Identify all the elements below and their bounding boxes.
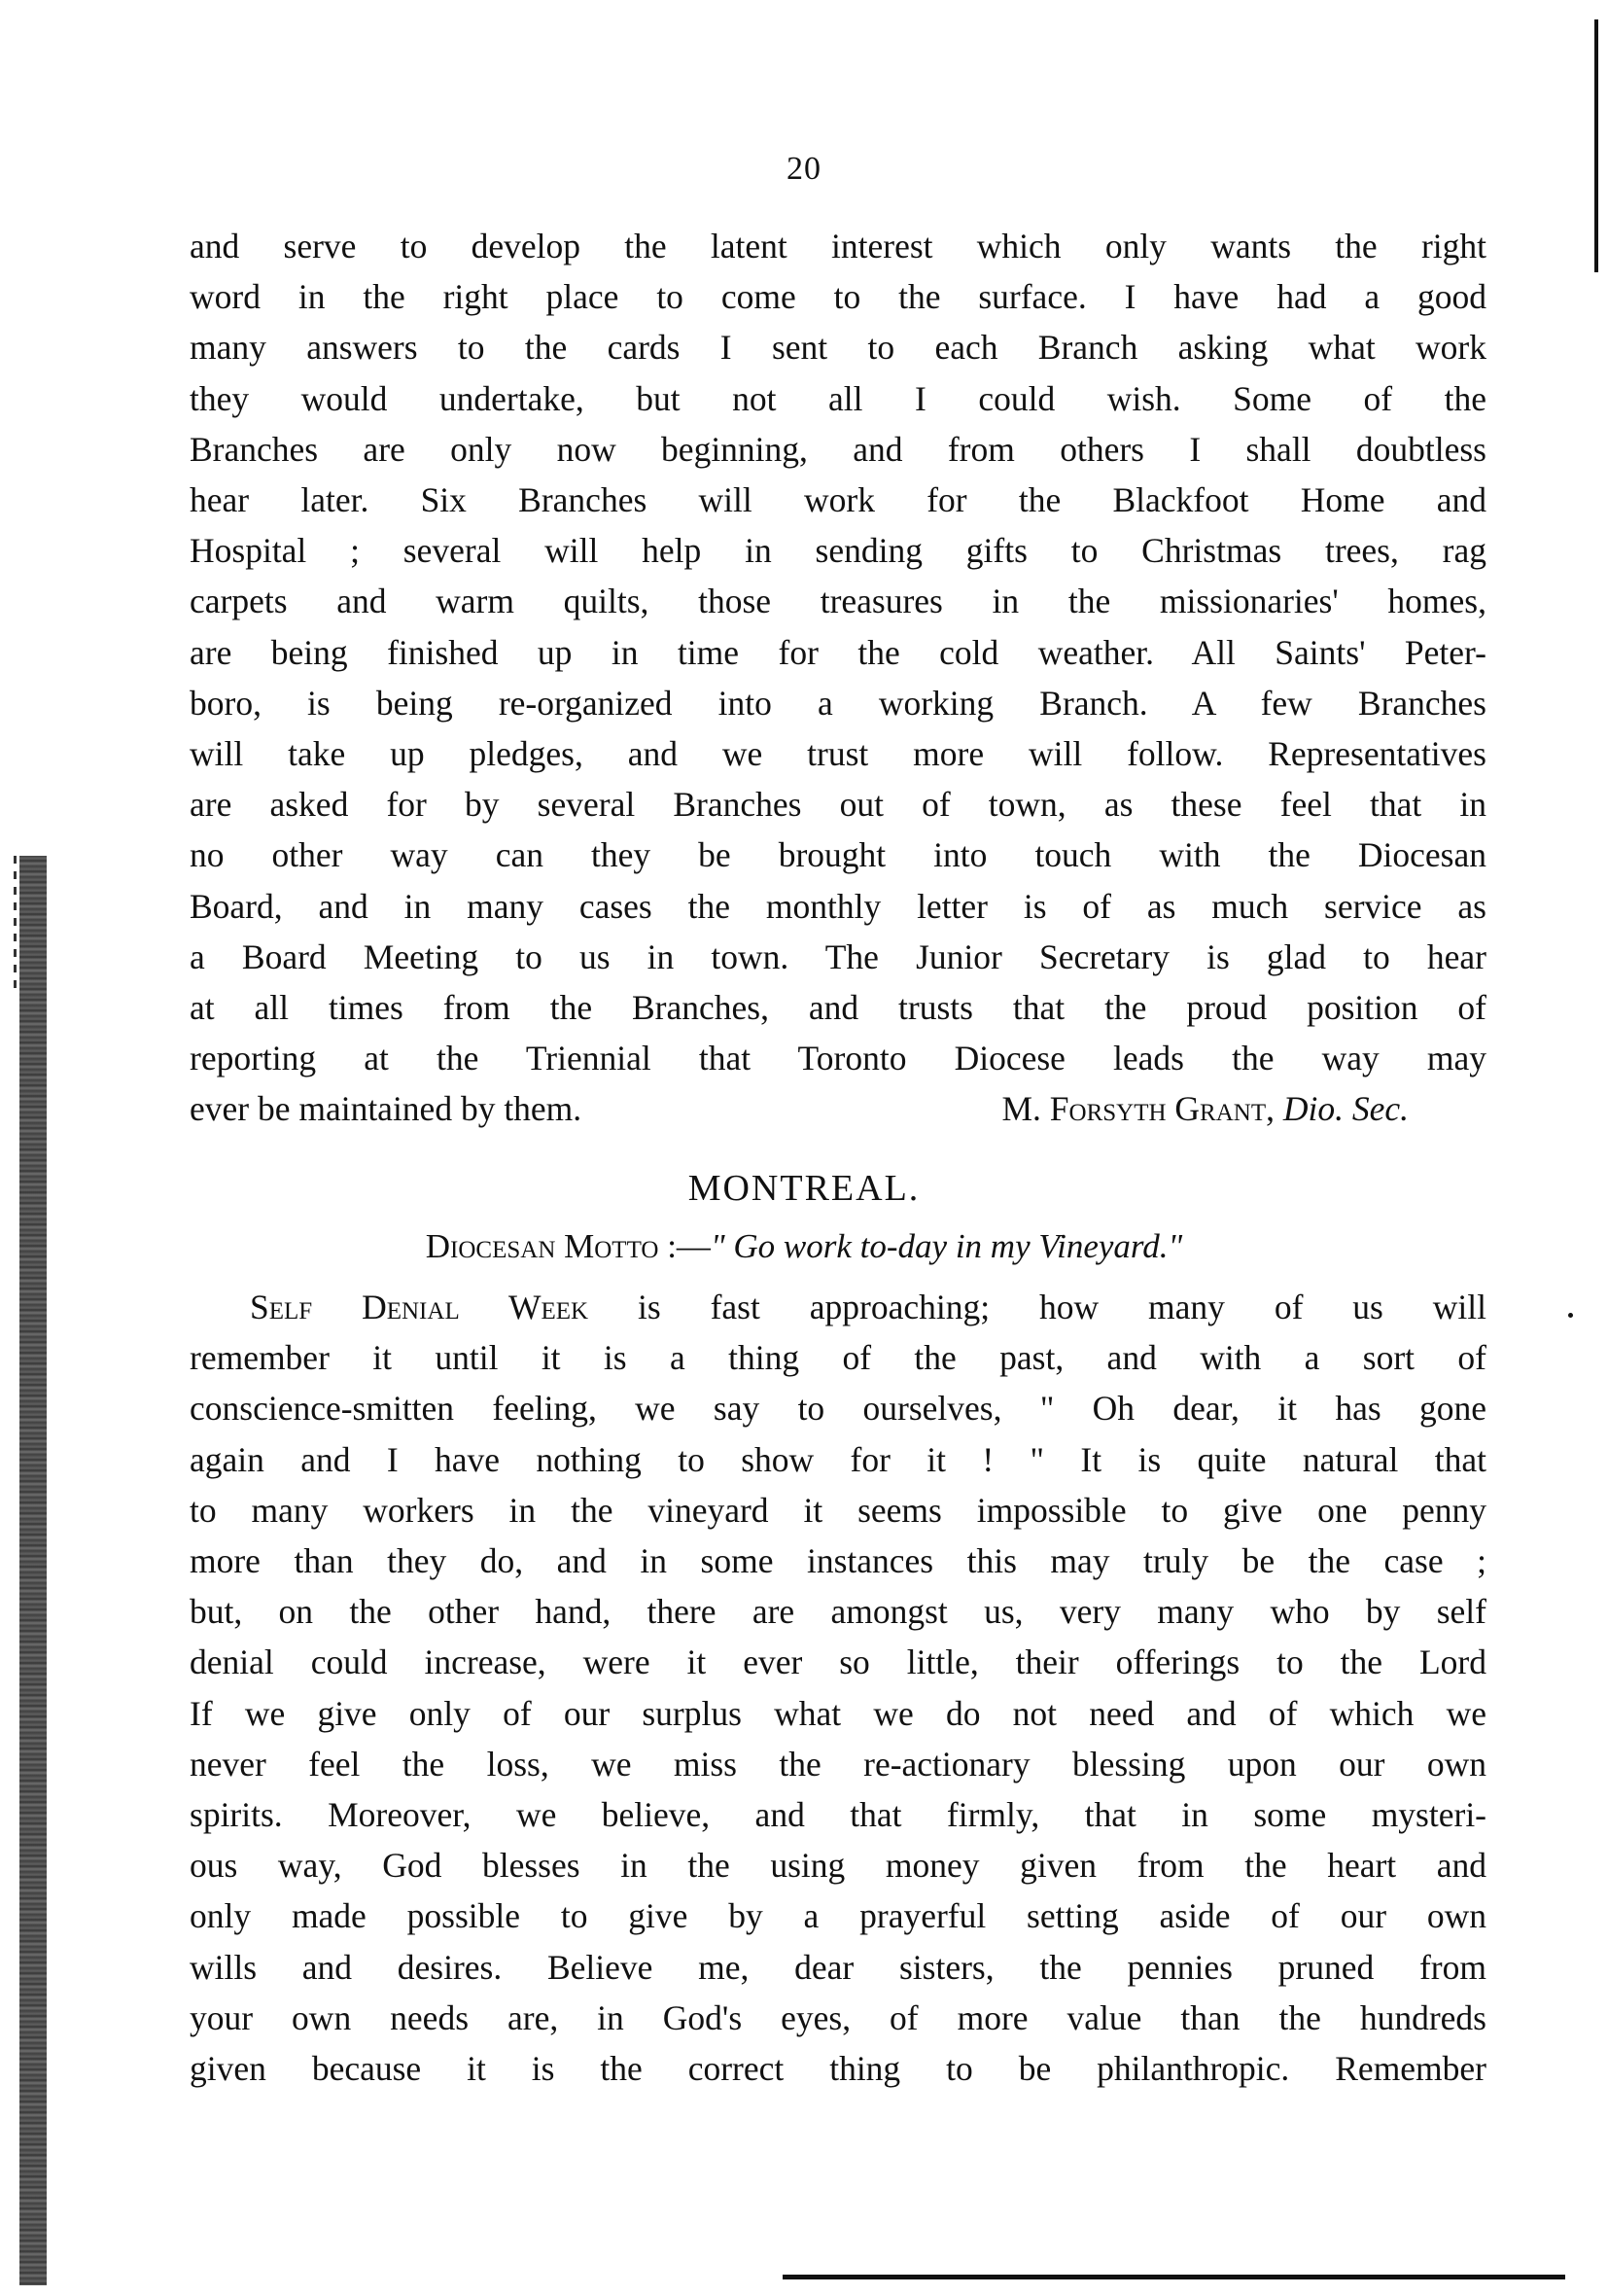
scan-edge-right [1594, 19, 1598, 272]
text-line: ous way, God blesses in the using money given from the heart and [190, 1846, 1486, 1886]
text-line: will take up pledges, and we trust more will follow. Representatives [190, 734, 1486, 774]
first-line-rest: is fast approaching; how many of us will [638, 1288, 1487, 1326]
text-line: to many workers in the vineyard it seems impossible to give one penny [190, 1490, 1486, 1530]
text-line: hear later. Six Branches will work for the Blackfoot Home and [190, 480, 1486, 520]
signature-title: Dio. Sec. [1282, 1089, 1409, 1129]
text-line: more than they do, and in some instances this may truly be the case ; [190, 1541, 1486, 1581]
text-line: given because it is the correct thing to be philanthropic. Remember [190, 2049, 1486, 2089]
text-line: Hospital ; several will help in sending gifts to Christmas trees, rag [190, 531, 1486, 571]
text-line: no other way can they be brought into touch with the Diocesan [190, 835, 1486, 875]
text-line: spirits. Moreover, we believe, and that firmly, that in some mysteri- [190, 1795, 1486, 1835]
text-line: only made possible to give by a prayerful setting aside of our own [190, 1896, 1486, 1936]
scan-edge-bottom [783, 2275, 1565, 2279]
text-line: remember it until it is a thing of the past, and with a sort of [190, 1338, 1486, 1378]
closing-line [190, 1083, 1486, 1134]
text-line: carpets and warm quilts, those treasures in the missionaries' homes, [190, 582, 1486, 621]
text-line: are asked for by several Branches out of town, as these feel that in [190, 785, 1486, 825]
text-line-first [190, 1282, 1486, 1332]
text-line: denial could increase, were it ever so little, their offerings to the Lord [190, 1643, 1486, 1682]
paragraph-toronto-report [190, 221, 1486, 1135]
text-line: reporting at the Triennial that Toronto Diocese leads the way may [190, 1039, 1486, 1078]
text-line: and serve to develop the latent interest which only wants the right [190, 227, 1486, 265]
text-line: wills and desires. Believe me, dear sisters, the pennies pruned from [190, 1947, 1486, 1987]
text-line: again and I have nothing to show for it ! " It is quite natural that [190, 1439, 1486, 1479]
section-heading-montreal: MONTREAL. [687, 1168, 921, 1209]
text-line: they would undertake, but not all I could wish. Some of the [190, 378, 1486, 418]
signature [1001, 1083, 1486, 1134]
text-line: boro, is being re-organized into a working Branch. A few Branches [190, 683, 1486, 723]
text-line: Board, and in many cases the monthly letter is of as much service as [190, 886, 1486, 926]
closing-text: ever be maintained by them. [190, 1089, 582, 1129]
page-number: 20 [787, 151, 821, 187]
text-line: word in the right place to come to the surface. I have had a good [190, 277, 1486, 317]
text-line: your own needs are, in God's eyes, of more value than the hundreds [190, 1997, 1486, 2037]
text-line: Branches are only now beginning, and from others I shall doubtless [190, 429, 1486, 469]
text-line: never feel the loss, we miss the re-actionary blessing upon our own [190, 1744, 1486, 1784]
paragraph-self-denial [190, 1282, 1486, 2094]
text-line: If we give only of our surplus what we do not need and of which we [190, 1693, 1486, 1733]
text-line: a Board Meeting to us in town. The Junior Secretary is glad to hear [190, 936, 1486, 976]
scan-speck [1568, 1313, 1573, 1318]
text-line: at all times from the Branches, and trusts that the proud position of [190, 988, 1486, 1028]
motto-text: " Go work to-day in my Vineyard." [710, 1227, 1183, 1265]
signature-name: M. Forsyth Grant, [1001, 1089, 1275, 1129]
text-line: conscience-smitten feeling, we say to ourselves, " Oh dear, it has gone [190, 1389, 1486, 1429]
diocesan-motto [0, 1227, 1608, 1266]
lead-caps: Self Denial Week [250, 1288, 589, 1326]
scan-edge-left-dashes [14, 856, 17, 992]
text-line: many answers to the cards I sent to each Branch asking what work [190, 328, 1486, 368]
text-line: are being finished up in time for the cold weather. All Saints' Peter- [190, 632, 1486, 672]
scan-edge-left [19, 856, 47, 2285]
motto-label: Diocesan Motto :— [425, 1227, 711, 1265]
text-line: but, on the other hand, there are amongst us, very many who by self [190, 1592, 1486, 1632]
